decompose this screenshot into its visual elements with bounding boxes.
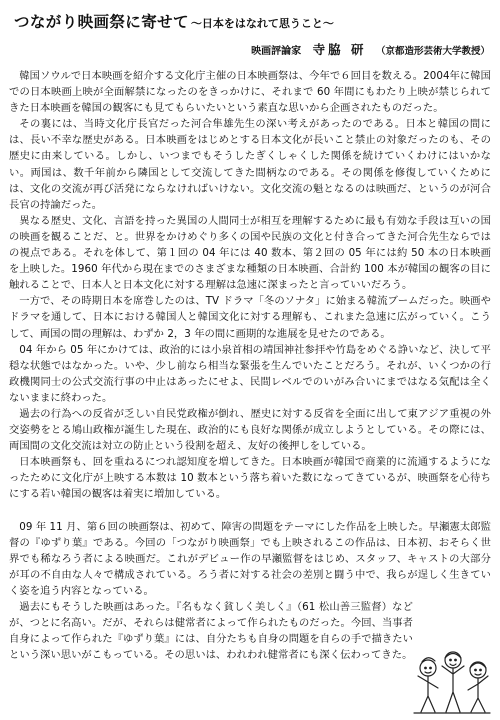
paragraph-7: 日本映画祭も、回を重ねるにつれ認知度を増してきた。日本映画が韓国で商業的に流通するようになったために文化庁が上映する本数は 10 数本という落ち着いた数になってきているが、映画祭を心待ちにする若い韓国の観客は着実に増加している。 xyxy=(9,456,491,501)
cartoon-illustration xyxy=(412,646,492,716)
paragraph-5: 04 年から 05 年にかけては、政治的には小泉首相の靖国神社参拝や竹島をめぐる諍いなど、決して平穏な状態ではなかった。いや、少し前なら相当な緊張を生んでいたことだろう。それが、いくつかの行政機関同士の公式交流行事の中止はあったにせよ、民間レベルでのいがみ合いにまではなる気配は全くないままに終わった。 xyxy=(9,343,491,404)
article-title: つながり映画祭に寄せて xyxy=(14,13,189,31)
author-byline xyxy=(251,40,490,58)
title-line xyxy=(14,10,490,32)
author-name: 寺脇 研 xyxy=(312,42,367,57)
author-role: 映画評論家 xyxy=(251,46,302,57)
article-body xyxy=(9,68,491,663)
paragraph-6: 過去の行為への反省が乏しい自民党政権が倒れ、歴史に対する反省を全面に出して東アジア重視の外交姿勢をとる鳩山政権が誕生した現在、政治的にも良好な関係が成立しようとしている。その際には、両国間の文化交流は対立の防止という役割を超え、友好の後押しをしている。 xyxy=(9,407,491,453)
article-header xyxy=(14,10,490,57)
paragraph-8: 09 年 11 月、第６回の映画祭は、初めて、障害の問題をテーマにした作品を上映した。早瀬憲太郎監督の『ゆずり葉』である。今回の「つながり映画祭」でも上映されるこの作品は、日本初、おそらく世界でも稀なろう者による映画だ。これがデビュー作の早瀬監督をはじめ、スタッフ、キャストの大部分が耳の不自由な人々で構成されている。ろう者に対する社会の差別と闘う中で、我らが逞しく生きていく姿を追う内容となっている。 xyxy=(9,520,491,597)
cartoon-people-icon xyxy=(412,646,492,716)
article-subtitle: ～日本をはなれて思うこと～ xyxy=(190,17,334,30)
paragraph-3: 異なる歴史、文化、言語を持った異国の人間同士が相互を理解するために最も有効な手段は互いの国の映画を観ることだ、と。世界をかけめぐり多くの国や民族の文化と付き合ってきた河合先生ならではの視点である。それを体して、第１回の 04 年には 40 数本、第２回の 05 年には約 50 本の日本映画を上映した。1960 年代から現在までのさまざまな種類の日本映画、合計約 100 本が韓国の観客の目に触れることで、日本人と日本文化に対する理解は急速に深まったと言っていいだろう。 xyxy=(9,214,491,292)
paragraph-9: 過去にもそうした映画はあった。『名もなく貧しく美しく』（61 松山善三監督）などが、つとに名高い。だが、それらは健常者によって作られたものだった。今回、当事者自身によって作られた『ゆずり葉』には、自分たちも自身の問題を自らの手で描きたいという深い思いがこもっている。その思いは、われわれ健常者にも深く伝わってきた。 xyxy=(9,601,413,662)
paragraph-1: 韓国ソウルで日本映画を紹介する文化庁主催の日本映画祭は、今年で６回目を数える。2004年に韓国での日本映画上映が全面解禁になったのをきっかけに、それまで 60 年間にもわたり上映が禁じられてきた日本映画を韓国の観客にも見てもらいたいという素直な思いから企画されたものだった。 xyxy=(9,70,491,115)
author-affiliation: （京都造形芸術大学教授） xyxy=(375,46,490,57)
paragraph-4: 一方で、その時期日本を席巻したのは、TV ドラマ「冬のソナタ」に始まる韓流ブームだった。映画やドラマを通して、日本における韓国人と韓国文化に対する理解も、これまた急速に広がっていく。こうして、両国の間の理解は、わずか 2，3 年の間に画期的な進展を見せたのである。 xyxy=(9,295,491,340)
paragraph-2: その裏には、当時文化庁長官だった河合隼雄先生の深い考えがあったのである。日本と韓国の間には、長い不幸な歴史がある。日本映画をはじめとする日本文化が長いこと禁止の対象だったのも、その歴史に由来している。しかし、いつまでもそうしたぎくしゃくした関係を続けていくわけにはいかない。両国は、数千年前から隣国として交流してきた間柄なのである。その関係を修復していくためには、文化の交流が再び活発にならなければいけない。文化交流の魁となるのは映画だ、というのが河合長官の持論だった。 xyxy=(9,118,491,211)
